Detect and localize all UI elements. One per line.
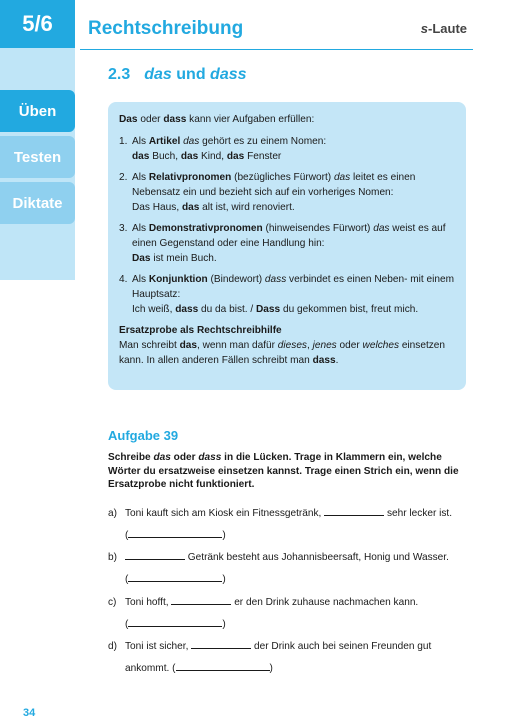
- list-item: 1. Als Artikel das gehört es zu einem Nomen: das Buch, das Kind, das Fenster: [119, 136, 327, 162]
- grade-label: 5/6: [0, 0, 75, 48]
- list-item: 2. Als Relativpronomen (bezügliches Fürwort) das leitet es einen Nebensatz ein und bezieht sich auf ein vorheriges Nomen: Das Haus, das alt ist, wird renoviert.: [119, 172, 416, 213]
- task-instructions: Schreibe das oder dass in die Lücken. Trage in Klammern ein, welche Wörter du ersatzweise einsetzen kannst. Trage einen Strich ein, wenn die Ersatzprobe nicht funktioniert.: [108, 452, 459, 490]
- answer-blank[interactable]: [125, 549, 185, 560]
- substitute-blank-a[interactable]: ( ): [125, 527, 226, 543]
- exercise-a: a) Toni kauft sich am Kiosk ein Fitnessgetränk, sehr lecker ist.: [108, 505, 478, 521]
- section-title: 2.3 das und dass: [108, 66, 247, 83]
- info-box: [108, 102, 466, 390]
- answer-blank[interactable]: [191, 638, 251, 649]
- rule-heading: Ersatzprobe als Rechtschreibhilfe: [119, 325, 282, 336]
- list-item: 3. Als Demonstrativpronomen (hinweisendes Fürwort) das weist es auf einen Gegenstand oder eine Handlung hin: Das ist mein Buch.: [119, 223, 446, 264]
- answer-blank[interactable]: [324, 505, 384, 516]
- tab-ueben[interactable]: Üben: [0, 90, 75, 132]
- tab-diktate[interactable]: Diktate: [0, 182, 75, 224]
- exercise-b: b) Getränk besteht aus Johannisbeersaft, Honig und Wasser.: [108, 549, 478, 565]
- substitute-blank-d[interactable]: ( ): [172, 663, 273, 674]
- exercise-d-continuation: ankommt. ( ): [125, 660, 273, 676]
- page-number: 34: [23, 707, 36, 719]
- tab-testen[interactable]: Testen: [0, 136, 75, 178]
- substitute-blank-c[interactable]: ( ): [125, 616, 226, 632]
- substitute-blank-b[interactable]: ( ): [125, 571, 226, 587]
- topic-label: s-Laute: [420, 21, 467, 36]
- exercise-c: c) Toni hofft, er den Drink zuhause nachmachen kann.: [108, 594, 478, 610]
- task-title: Aufgabe 39: [108, 428, 179, 443]
- info-intro: Das oder dass kann vier Aufgaben erfüllen:: [119, 114, 315, 125]
- answer-blank[interactable]: [171, 594, 231, 605]
- exercise-d: d) Toni ist sicher, der Drink auch bei seinen Freunden gut: [108, 638, 478, 654]
- header-divider: [80, 49, 473, 50]
- rule-text: Man schreibt das, wenn man dafür dieses, jenes oder welches einsetzen kann. In allen anderen Fällen schreibt man dass.: [119, 340, 446, 366]
- list-item: 4. Als Konjunktion (Bindewort) dass verbindet es einen Neben- mit einem Hauptsatz: Ich weiß, dass du da bist. / Dass du gekommen bist, freut mich.: [119, 274, 455, 315]
- chapter-title: Rechtschreibung: [88, 18, 244, 39]
